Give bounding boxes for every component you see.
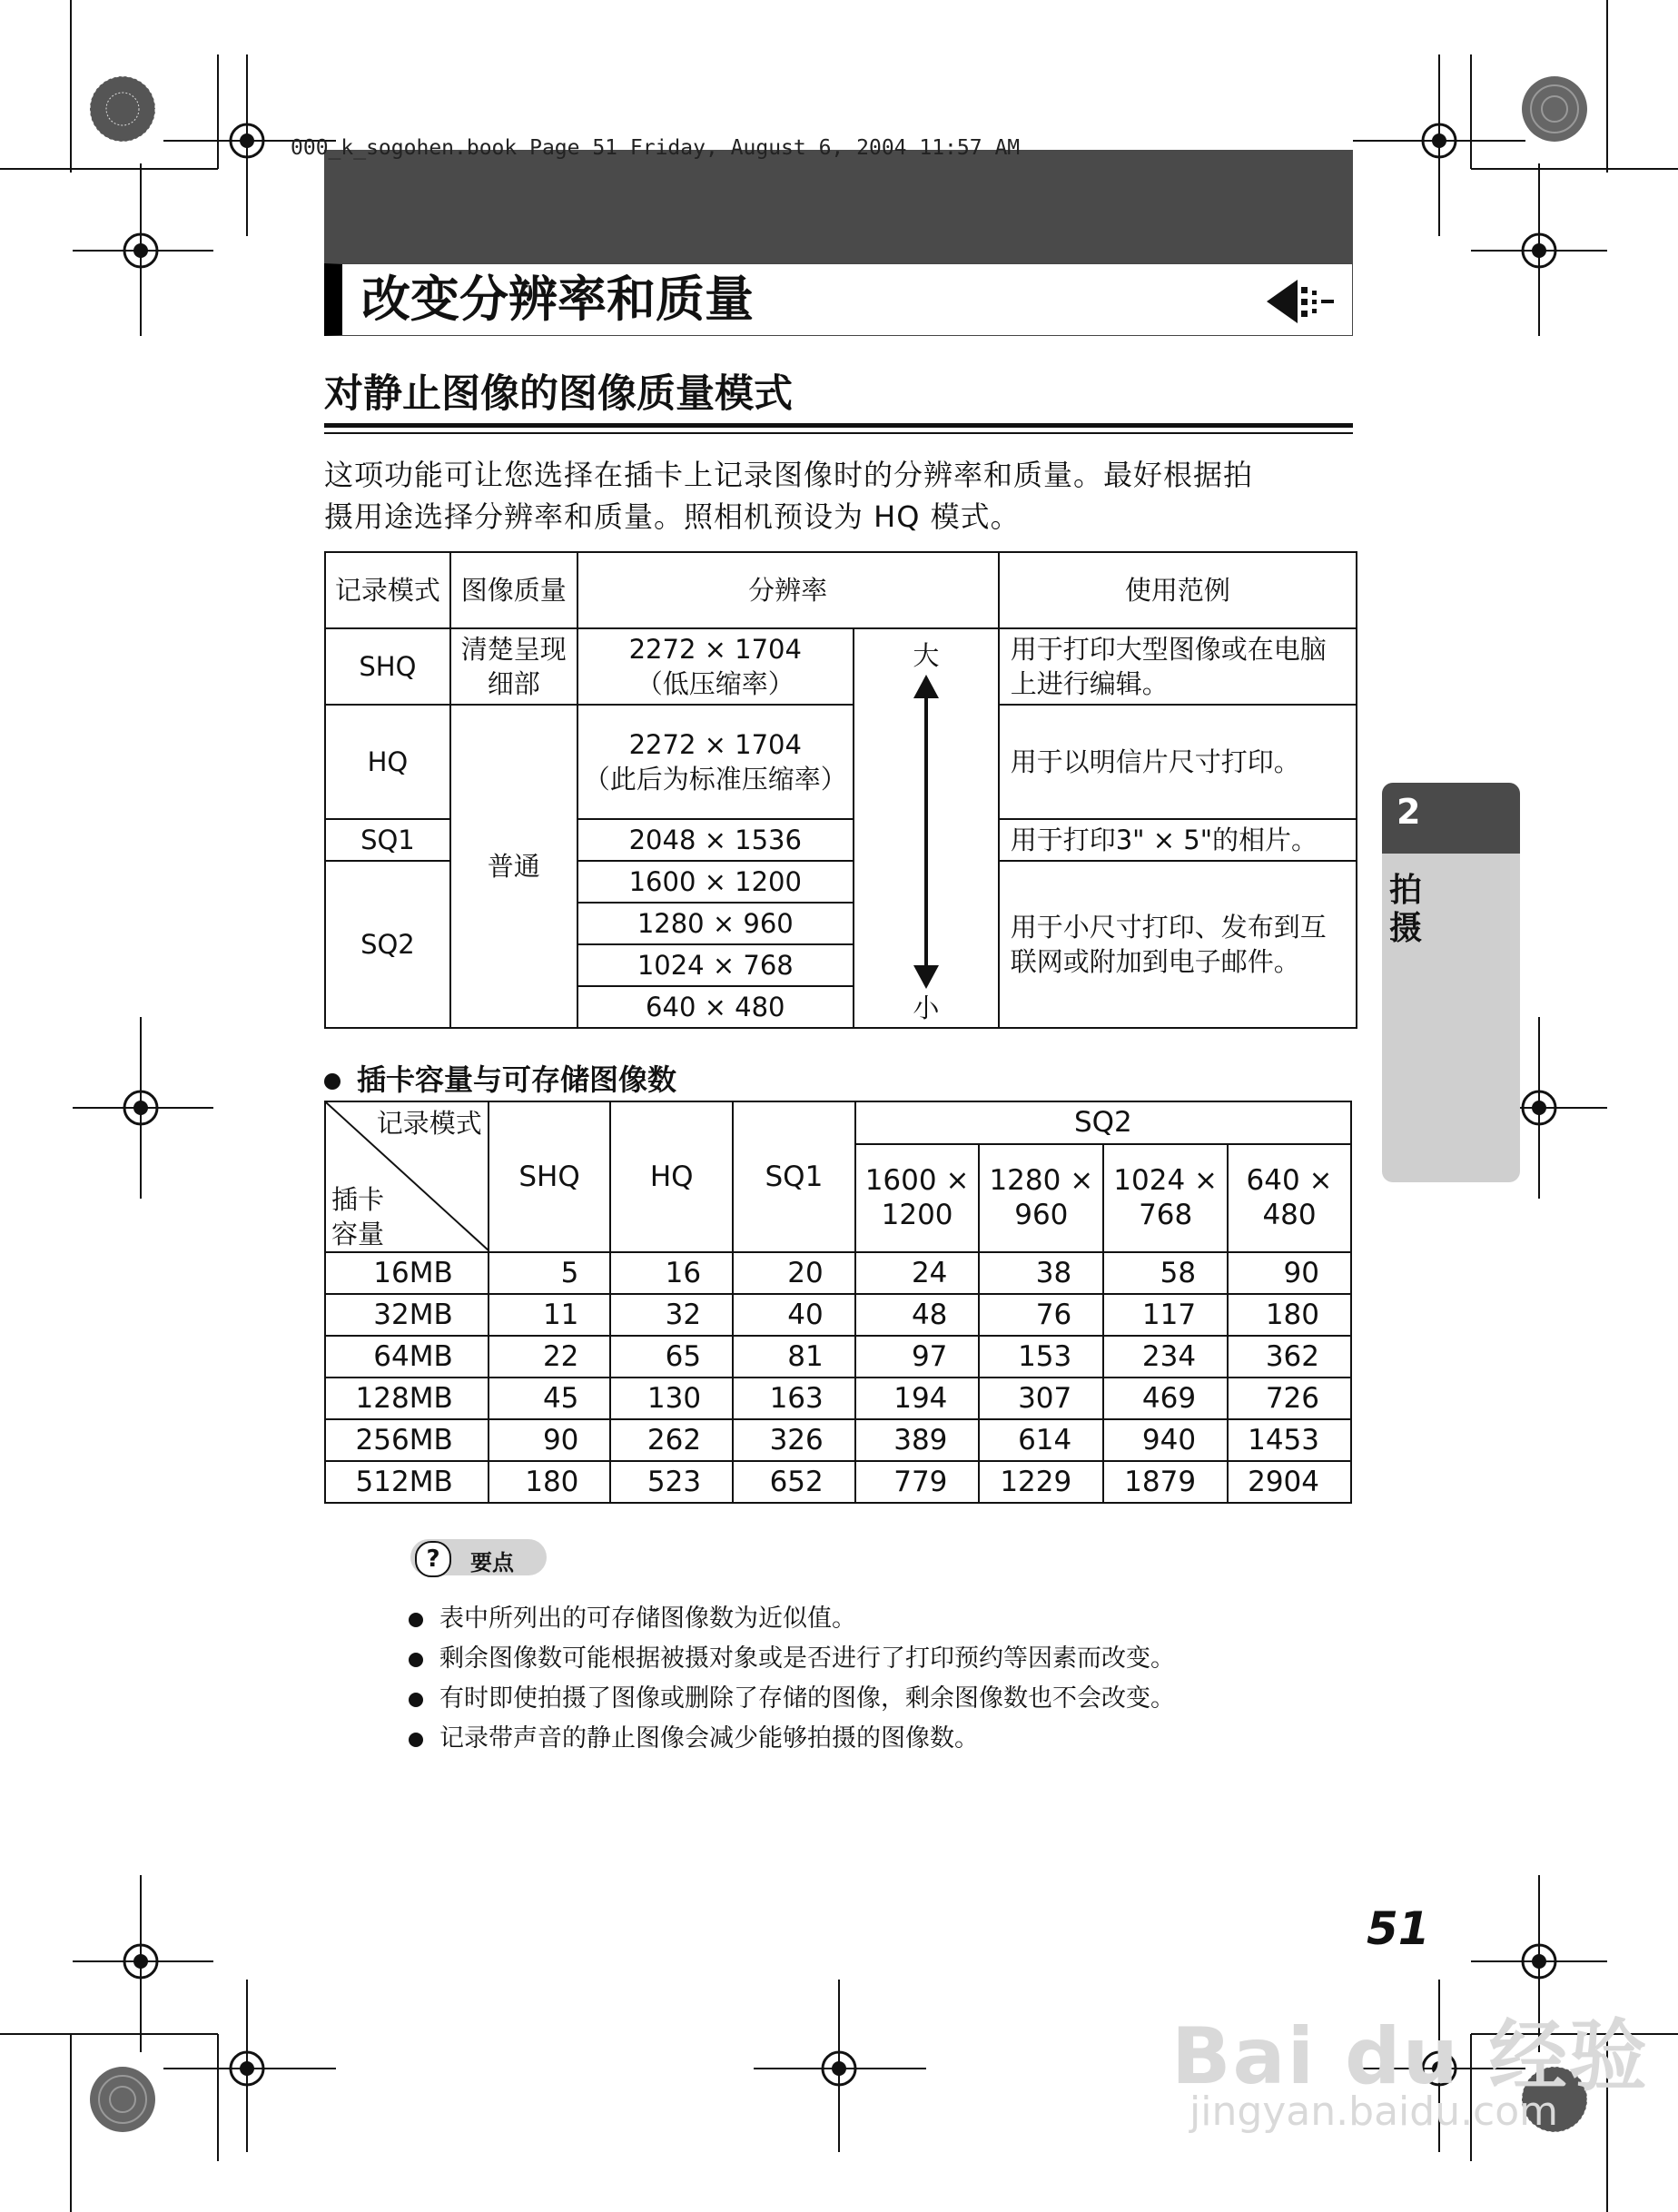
bullet-dot bbox=[409, 1613, 423, 1627]
header-image-quality: 图像质量 bbox=[450, 552, 577, 628]
res-sq2-4: 640 × 480 bbox=[577, 986, 854, 1028]
table-row bbox=[325, 1252, 1351, 1294]
col-hq: HQ bbox=[610, 1101, 733, 1252]
usage-sq2: 用于小尺寸打印、发布到互联网或附加到电子邮件。 bbox=[999, 861, 1357, 1028]
count-cell: 117 bbox=[1103, 1294, 1228, 1336]
res-sq2-2: 1280 × 960 bbox=[577, 903, 854, 944]
chapter-label: 拍摄 bbox=[1389, 872, 1423, 947]
bullet-dot bbox=[324, 1073, 341, 1090]
title-band bbox=[324, 150, 1353, 263]
capacity-cell: 16MB bbox=[325, 1252, 489, 1294]
col-sq2-640: 640 × 480 bbox=[1228, 1144, 1351, 1252]
count-cell: 779 bbox=[855, 1461, 980, 1503]
capacity-cell: 512MB bbox=[325, 1461, 489, 1503]
count-cell: 90 bbox=[489, 1419, 611, 1461]
note-text: 剩余图像数可能根据被摄对象或是否进行了打印预约等因素而改变。 bbox=[439, 1644, 1175, 1673]
capacity-cell: 32MB bbox=[325, 1294, 489, 1336]
res-shq bbox=[577, 628, 854, 705]
res-hq bbox=[577, 705, 854, 819]
count-cell: 153 bbox=[979, 1336, 1103, 1378]
mode-shq: SHQ bbox=[325, 628, 450, 705]
count-cell: 11 bbox=[489, 1294, 611, 1336]
quality-normal: 普通 bbox=[450, 705, 577, 1028]
count-cell: 40 bbox=[733, 1294, 855, 1336]
count-cell: 58 bbox=[1103, 1252, 1228, 1294]
note-text: 表中所列出的可存储图像数为近似值。 bbox=[439, 1605, 856, 1633]
bullet-dot bbox=[409, 1693, 423, 1707]
page-number: 51 bbox=[1367, 1902, 1430, 1955]
count-cell: 1879 bbox=[1103, 1461, 1228, 1503]
col-sq2-1600: 1600 × 1200 bbox=[855, 1144, 980, 1252]
count-cell: 24 bbox=[855, 1252, 980, 1294]
count-cell: 194 bbox=[855, 1378, 980, 1419]
count-cell: 180 bbox=[1228, 1294, 1351, 1336]
heading-rule-thin bbox=[324, 432, 1353, 434]
capacity-heading bbox=[324, 1057, 676, 1099]
header-resolution: 分辨率 bbox=[577, 552, 999, 628]
count-cell: 940 bbox=[1103, 1419, 1228, 1461]
note-item bbox=[409, 1598, 856, 1634]
count-cell: 20 bbox=[733, 1252, 855, 1294]
count-cell: 32 bbox=[610, 1294, 733, 1336]
note-item bbox=[409, 1638, 1175, 1674]
usage-sq1: 用于打印3" × 5"的相片。 bbox=[999, 819, 1357, 861]
note-text: 记录带声音的静止图像会减少能够拍摄的图像数。 bbox=[439, 1724, 979, 1753]
mode-hq: HQ bbox=[325, 705, 450, 819]
count-cell: 523 bbox=[610, 1461, 733, 1503]
note-text: 有时即使拍摄了图像或删除了存储的图像，剩余图像数也不会改变。 bbox=[439, 1684, 1175, 1713]
count-cell: 76 bbox=[979, 1294, 1103, 1336]
bullet-dot bbox=[409, 1653, 423, 1667]
count-cell: 362 bbox=[1228, 1336, 1351, 1378]
count-cell: 22 bbox=[489, 1336, 611, 1378]
count-cell: 90 bbox=[1228, 1252, 1351, 1294]
count-cell: 81 bbox=[733, 1336, 855, 1378]
count-cell: 5 bbox=[489, 1252, 611, 1294]
count-cell: 38 bbox=[979, 1252, 1103, 1294]
count-cell: 652 bbox=[733, 1461, 855, 1503]
header-usage: 使用范例 bbox=[999, 552, 1357, 628]
chapter-number: 2 bbox=[1397, 792, 1421, 832]
heading-rule bbox=[324, 423, 1353, 428]
playback-arrow-icon bbox=[1267, 274, 1339, 329]
count-cell: 163 bbox=[733, 1378, 855, 1419]
capacity-table bbox=[324, 1101, 1352, 1504]
count-cell: 45 bbox=[489, 1378, 611, 1419]
count-cell: 1229 bbox=[979, 1461, 1103, 1503]
mode-sq1: SQ1 bbox=[325, 819, 450, 861]
count-cell: 726 bbox=[1228, 1378, 1351, 1419]
quality-shq: 清楚呈现细部 bbox=[450, 628, 577, 705]
count-cell: 97 bbox=[855, 1336, 980, 1378]
table-row bbox=[325, 1378, 1351, 1419]
scale-small: 小 bbox=[913, 992, 940, 1023]
section-heading: 对静止图像的图像质量模式 bbox=[324, 371, 793, 417]
col-sq1: SQ1 bbox=[733, 1101, 855, 1252]
count-cell: 130 bbox=[610, 1378, 733, 1419]
capacity-heading-text: 插卡容量与可存储图像数 bbox=[357, 1062, 677, 1097]
col-sq2-1024: 1024 × 768 bbox=[1103, 1144, 1228, 1252]
count-cell: 2904 bbox=[1228, 1461, 1351, 1503]
count-cell: 389 bbox=[855, 1419, 980, 1461]
scale-big: 大 bbox=[913, 640, 940, 671]
page-title: 改变分辨率和质量 bbox=[361, 271, 754, 328]
capacity-cell: 256MB bbox=[325, 1419, 489, 1461]
table-row bbox=[325, 1336, 1351, 1378]
res-shq-note: （低压缩率） bbox=[636, 668, 795, 699]
header-record-mode: 记录模式 bbox=[325, 552, 450, 628]
watermark-logo: Bai du 经验 bbox=[1171, 2011, 1649, 2102]
question-icon: ? bbox=[415, 1541, 451, 1577]
intro-paragraph bbox=[324, 454, 1359, 538]
count-cell: 614 bbox=[979, 1419, 1103, 1461]
watermark-url: jingyan.baidu.com bbox=[1189, 2089, 1559, 2135]
count-cell: 16 bbox=[610, 1252, 733, 1294]
res-hq-value: 2272 × 1704 bbox=[628, 729, 802, 760]
col-shq: SHQ bbox=[489, 1101, 611, 1252]
count-cell: 262 bbox=[610, 1419, 733, 1461]
capacity-cell: 64MB bbox=[325, 1336, 489, 1378]
res-sq2-3: 1024 × 768 bbox=[577, 944, 854, 986]
res-shq-value: 2272 × 1704 bbox=[628, 634, 802, 665]
corner-top-label: 记录模式 bbox=[376, 1108, 482, 1139]
note-item bbox=[409, 1678, 1175, 1713]
size-scale bbox=[854, 628, 999, 1028]
bullet-dot bbox=[409, 1733, 423, 1747]
count-cell: 326 bbox=[733, 1419, 855, 1461]
count-cell: 65 bbox=[610, 1336, 733, 1378]
table-row bbox=[325, 1419, 1351, 1461]
intro-line-1: 这项功能可让您选择在插卡上记录图像时的分辨率和质量。最好根据拍 bbox=[324, 458, 1254, 492]
count-cell: 48 bbox=[855, 1294, 980, 1336]
capacity-cell: 128MB bbox=[325, 1378, 489, 1419]
count-cell: 180 bbox=[489, 1461, 611, 1503]
corner-bottom-label: 插卡容量 bbox=[331, 1184, 385, 1249]
intro-line-2: 摄用途选择分辨率和质量。照相机预设为 HQ 模式。 bbox=[324, 499, 1021, 534]
points-label: 要点 bbox=[470, 1550, 514, 1575]
corner-cell bbox=[325, 1101, 489, 1252]
count-cell: 234 bbox=[1103, 1336, 1228, 1378]
col-sq2: SQ2 bbox=[855, 1101, 1351, 1144]
table-row bbox=[325, 1294, 1351, 1336]
mode-sq2: SQ2 bbox=[325, 861, 450, 1028]
count-cell: 469 bbox=[1103, 1378, 1228, 1419]
count-cell: 307 bbox=[979, 1378, 1103, 1419]
usage-hq: 用于以明信片尺寸打印。 bbox=[999, 705, 1357, 819]
note-item bbox=[409, 1718, 979, 1753]
count-cell: 1453 bbox=[1228, 1419, 1351, 1461]
table-row bbox=[325, 1461, 1351, 1503]
col-sq2-1280: 1280 × 960 bbox=[979, 1144, 1103, 1252]
res-sq1: 2048 × 1536 bbox=[577, 819, 854, 861]
file-info-line: 000_k_sogohen.book Page 51 Friday, August 6, 2004 11:57 AM bbox=[291, 136, 1021, 160]
scale-double-arrow-icon bbox=[908, 673, 944, 991]
res-hq-note: （此后为标准压缩率） bbox=[583, 764, 847, 795]
res-sq2-1: 1600 × 1200 bbox=[577, 861, 854, 903]
usage-shq: 用于打印大型图像或在电脑上进行编辑。 bbox=[999, 628, 1357, 705]
quality-mode-table bbox=[324, 551, 1357, 1029]
